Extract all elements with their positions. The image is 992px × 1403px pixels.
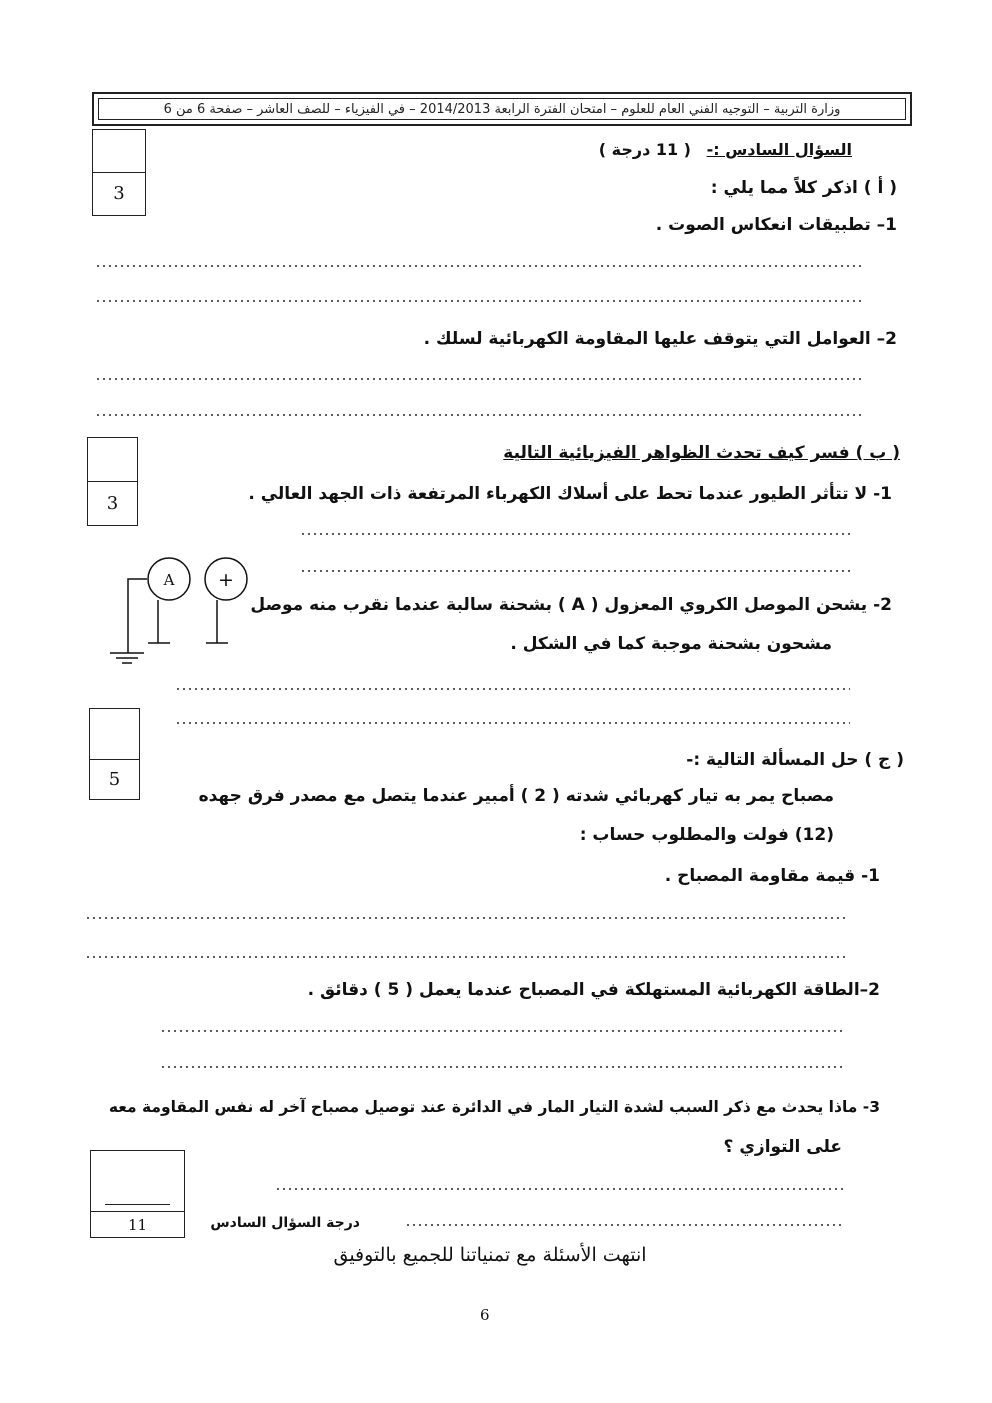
- spheres-figure: [100, 555, 260, 670]
- part-a-label: ( أ ) اذكر كلاً مما يلي :: [710, 178, 897, 198]
- answer-line: [405, 1224, 845, 1226]
- answer-line: [300, 570, 850, 572]
- score-box-part-c: [89, 708, 140, 800]
- score-box-part-a: [92, 129, 146, 216]
- part-c-item-3-line-2: على التوازي ؟: [723, 1137, 842, 1157]
- part-b-item-2-line-1: 2- يشحن الموصل الكروي المعزول ( A ) بشحنة سالبة عندما نقرب منه موصل: [250, 595, 892, 615]
- ground-wire: [128, 579, 147, 653]
- sphere-a-label: A: [163, 571, 175, 589]
- answer-line: [95, 300, 865, 302]
- answer-line: [160, 1030, 845, 1032]
- score-value: 3: [113, 183, 125, 204]
- header-text: وزارة التربية – التوجيه الفني العام للعلوم – امتحان الفترة الرابعة 2014/2013 – في الفيزياء – للصف العاشر – صفحة 6 من 6: [98, 98, 906, 120]
- total-label: درجة السؤال السادس: [210, 1215, 360, 1231]
- part-c-problem-line-1: مصباح يمر به تيار كهربائي شدته ( 2 ) أمبير عندما يتصل مع مصدر فرق جهده: [198, 786, 834, 806]
- answer-line: [95, 265, 865, 267]
- answer-line: [160, 1066, 845, 1068]
- part-c-item-3-line-1: 3- ماذا يحدث مع ذكر السبب لشدة التيار المار في الدائرة عند توصيل مصباح آخر له نفس المقاومة معه: [108, 1098, 880, 1116]
- part-b-label: ( ب ) فسر كيف تحدث الظواهر الفيزيائية التالية: [503, 443, 900, 463]
- part-c-problem-line-2: (12) فولت والمطلوب حساب :: [579, 825, 834, 845]
- score-box-part-b: [87, 437, 138, 526]
- page-header: [92, 92, 912, 126]
- page-number: 6: [480, 1306, 490, 1324]
- sphere-positive-label: +: [218, 569, 234, 591]
- question-title: السؤال السادس :- ( 11 درجة ): [598, 140, 852, 159]
- answer-line: [85, 917, 845, 919]
- part-a-item-1: 1– تطبيقات انعكاس الصوت .: [655, 215, 897, 235]
- part-c-label: ( ج ) حل المسألة التالية :-: [686, 750, 904, 770]
- part-b-item-1: 1- لا تتأثر الطيور عندما تحط على أسلاك الكهرباء المرتفعة ذات الجهد العالي .: [248, 484, 892, 504]
- answer-line: [275, 1188, 845, 1190]
- answer-line: [175, 722, 850, 724]
- part-c-item-1: 1- قيمة مقاومة المصباح .: [664, 866, 880, 886]
- answer-line: [175, 688, 850, 690]
- part-c-item-2: 2–الطاقة الكهربائية المستهلكة في المصباح عندما يعمل ( 5 ) دقائق .: [307, 980, 880, 1000]
- score-value: 5: [108, 768, 121, 790]
- answer-line: [300, 533, 850, 535]
- score-value: 3: [106, 492, 119, 514]
- closing-message: انتهت الأسئلة مع تمنياتنا للجميع بالتوفيق: [333, 1244, 647, 1266]
- total-score-value: 11: [91, 1211, 184, 1237]
- ground-icon: [110, 653, 144, 663]
- answer-line: [95, 414, 865, 416]
- part-b-item-2-line-2: مشحون بشحنة موجبة كما في الشكل .: [510, 634, 832, 654]
- answer-line: [95, 378, 865, 380]
- part-a-item-2: 2– العوامل التي يتوقف عليها المقاومة الكهربائية لسلك .: [423, 329, 897, 349]
- score-box-total: [90, 1150, 185, 1238]
- answer-line: [85, 956, 845, 958]
